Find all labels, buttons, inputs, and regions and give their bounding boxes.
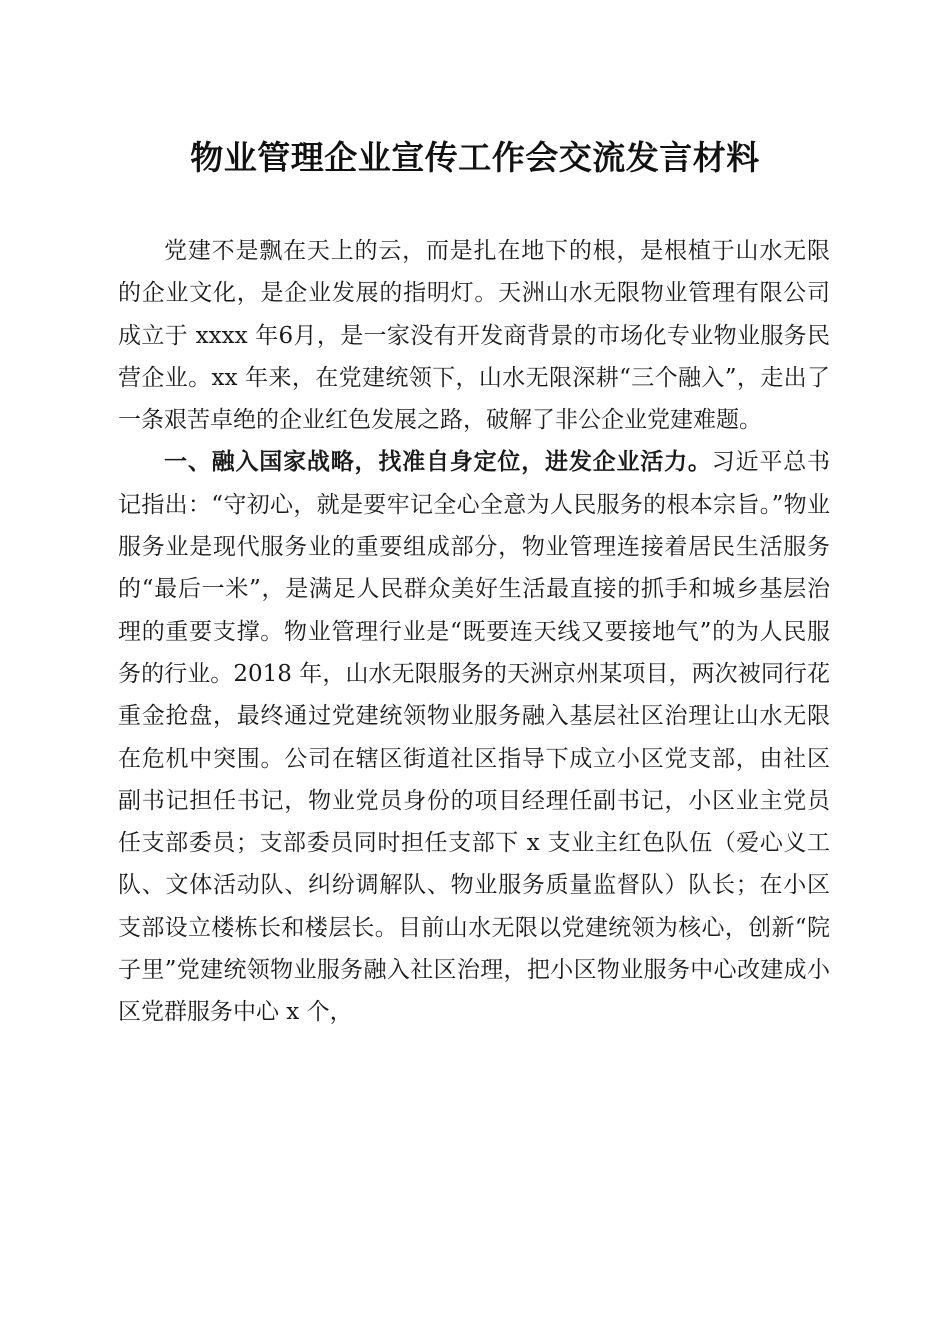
document-title: 物业管理企业宣传工作会交流发言材料 — [190, 138, 760, 177]
section-1-paragraph — [118, 441, 830, 1033]
intro-paragraph: 党建不是飘在天上的云，而是扎在地下的根，是根植于山水无限的企业文化，是企业发展的指明灯。天洲山水无限物业管理有限公司成立于 xxxx 年6月，是一家没有开发商背景的市场化专业物业服务民营企业。xx 年来，在党建统领下，山水无限深耕“三个融入”，走出了一条艰苦卓绝的企业红色发展之路，破解了非公企业党建难题。 — [118, 238, 830, 434]
document-body — [118, 230, 830, 1034]
section-1-body: 习近平总书记指出：“守初心，就是要牢记全心全意为人民服务的根本宗旨。”物业服务业是现代服务业的重要组成部分，物业管理连接着居民生活服务的“最后一米”，是满足人民群众美好生活最直接的抓手和城乡基层治理的重要支撑。物业管理行业是“既要连天线又要接地气”的为人民服务的行业。2018 年，山水无限服务的天洲京州某项目，两次被同行花重金抢盘，最终通过党建统领物业服务融入基层社区治理让山水无限在危机中突围。公司在辖区街道社区指导下成立小区党支部，由社区副书记担任书记，物业党员身份的项目经理任副书记，小区业主党员任支部委员；支部委员同时担任支部下 x 支业主红色队伍（爱心义工队、文体活动队、纠纷调解队、物业服务质量监督队）队长；在小区支部设立楼栋长和楼层长。目前山水无限以党建统领为核心，创新“院子里”党建统领物业服务融入社区治理，把小区物业服务中心改建成小区党群服务中心 x 个， — [118, 449, 831, 1026]
section-1-heading: 一、融入国家战略，找准自身定位，进发企业活力。 — [164, 449, 712, 476]
